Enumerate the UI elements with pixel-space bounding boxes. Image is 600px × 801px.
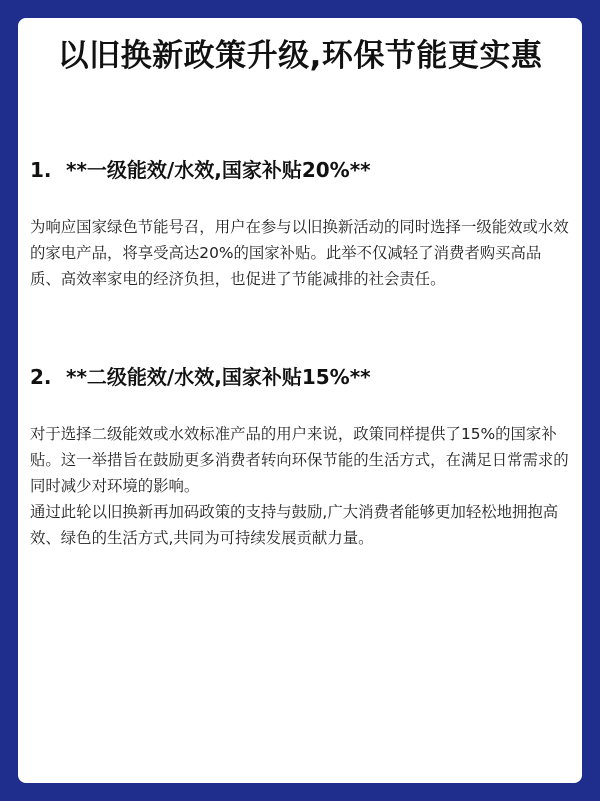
section-heading-1: [30, 156, 371, 184]
content-card: [18, 18, 582, 783]
section-heading-text-2: **二级能效/水效,国家补贴15%**: [66, 365, 371, 389]
section-paragraph-1: 为响应国家绿色节能号召，用户在参与以旧换新活动的同时选择一级能效或水效的家电产品，将享受高达20%的国家补贴。此举不仅减轻了消费者购买高品质、高效率家电的经济负担，也促进了节能减排的社会责任。: [30, 218, 569, 288]
section-number-2: 2.: [30, 365, 52, 389]
section-paragraph-2: 对于选择二级能效或水效标准产品的用户来说，政策同样提供了15%的国家补贴。这一举措旨在鼓励更多消费者转向环保节能的生活方式，在满足日常需求的同时减少对环境的影响。: [30, 425, 569, 495]
section-heading-2: [30, 363, 371, 391]
section-heading-text-1: **一级能效/水效,国家补贴20%**: [66, 158, 371, 182]
page-title: 以旧换新政策升级,环保节能更实惠: [57, 38, 543, 74]
section-paragraph-3: 通过此轮以旧换新再加码政策的支持与鼓励,广大消费者能够更加轻松地拥抱高效、绿色的生活方式,共同为可持续发展贡献力量。: [30, 503, 559, 547]
section-number-1: 1.: [30, 158, 52, 182]
